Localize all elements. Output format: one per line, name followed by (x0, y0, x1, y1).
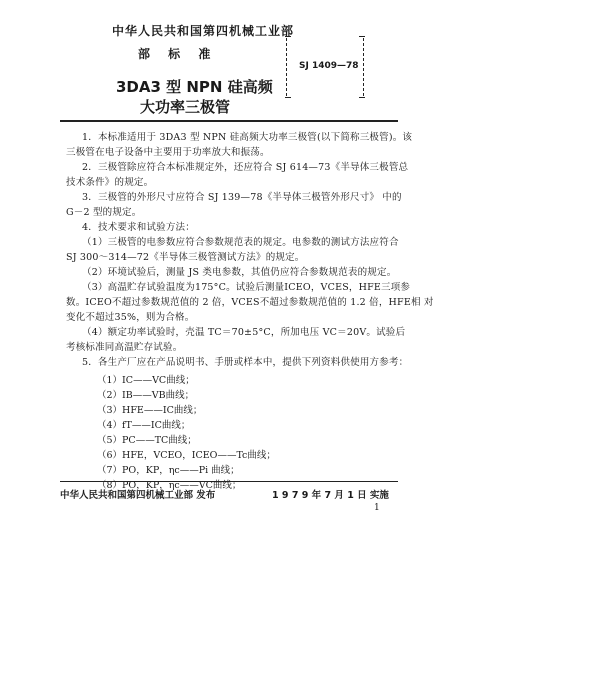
reference-item: （1）IC——VC曲线； (97, 375, 195, 386)
reference-item: （2）IB——VB曲线； (97, 390, 195, 401)
body-line: SJ 300～314—72《半导体三极管测试方法》的规定。 (66, 252, 305, 263)
body-line: 1．本标准适用于 3DA3 型 NPN 硅高频大功率三极管(以下简称三极管)。该 (82, 132, 413, 143)
standard-label: 部 标 准 (138, 47, 211, 61)
top-divider (60, 120, 398, 122)
body-line: （4）额定功率试验时，壳温 TC＝70±5°C，所加电压 VC＝20V。试验后 (82, 327, 406, 338)
body-line: （3）高温贮存试验温度为175°C。试验后测量ICEO，VCES，HFE三项参 (82, 282, 411, 293)
standard-code: SJ 1409—78 (299, 61, 359, 71)
page-number: 1 (374, 503, 380, 513)
body-line: 2．三极管除应符合本标准规定外，还应符合 SJ 614—73《半导体三极管总 (82, 162, 409, 173)
footer-effective-date: 1 9 7 9 年 7 月 1 日 实施 (272, 490, 389, 501)
body-line: （1）三极管的电参数应符合参数规范表的规定。电参数的测试方法应符合 (82, 237, 399, 248)
reference-item: （4）fT——IC曲线； (97, 420, 191, 431)
body-line: 变化不超过35%，则为合格。 (66, 312, 195, 323)
body-line: 三极管在电子设备中主要用于功率放大和振荡。 (66, 147, 270, 158)
body-line: 数。ICEO不超过参数规范值的 2 倍，VCES不超过参数规范值的 1.2 倍，HFE相 对 (66, 297, 434, 308)
reference-item: （6）HFE，VCEO，ICEO——Tc曲线； (97, 450, 276, 461)
reference-item: （5）PC——TC曲线； (97, 435, 197, 446)
issuing-ministry: 中华人民共和国第四机械工业部 (112, 24, 295, 38)
body-line: 考核标准同高温贮存试验。 (66, 342, 183, 353)
section-heading: 4．技术要求和试验方法： (82, 222, 195, 233)
bottom-divider (60, 481, 398, 482)
body-line: 3．三极管的外形尺寸应符合 SJ 139—78《半导体三极管外形尺寸》 中的 (82, 192, 402, 203)
reference-item: （3）HFE——IC曲线； (97, 405, 203, 416)
body-line: 技术条件》的规定。 (66, 177, 154, 188)
document-title-line2: 大功率三极管 (140, 98, 231, 116)
reference-item: （8）PO，KP，ηc——VC曲线； (97, 480, 242, 491)
reference-item: （7）PO，KP，ηc——Pi 曲线； (97, 465, 240, 476)
standard-code-box (286, 38, 364, 96)
body-line: （2）环境试验后，测量 JS 类电参数，其值仍应符合参数规范表的规定。 (82, 267, 397, 278)
section-heading: 5．各生产厂应在产品说明书、手册或样本中，提供下列资料供使用方参考： (82, 357, 409, 368)
body-line: G－2 型的规定。 (66, 207, 142, 218)
footer-issuer: 中华人民共和国第四机械工业部 发布 (60, 490, 216, 501)
document-title-line1: 3DA3 型 NPN 硅高频 (116, 78, 273, 96)
